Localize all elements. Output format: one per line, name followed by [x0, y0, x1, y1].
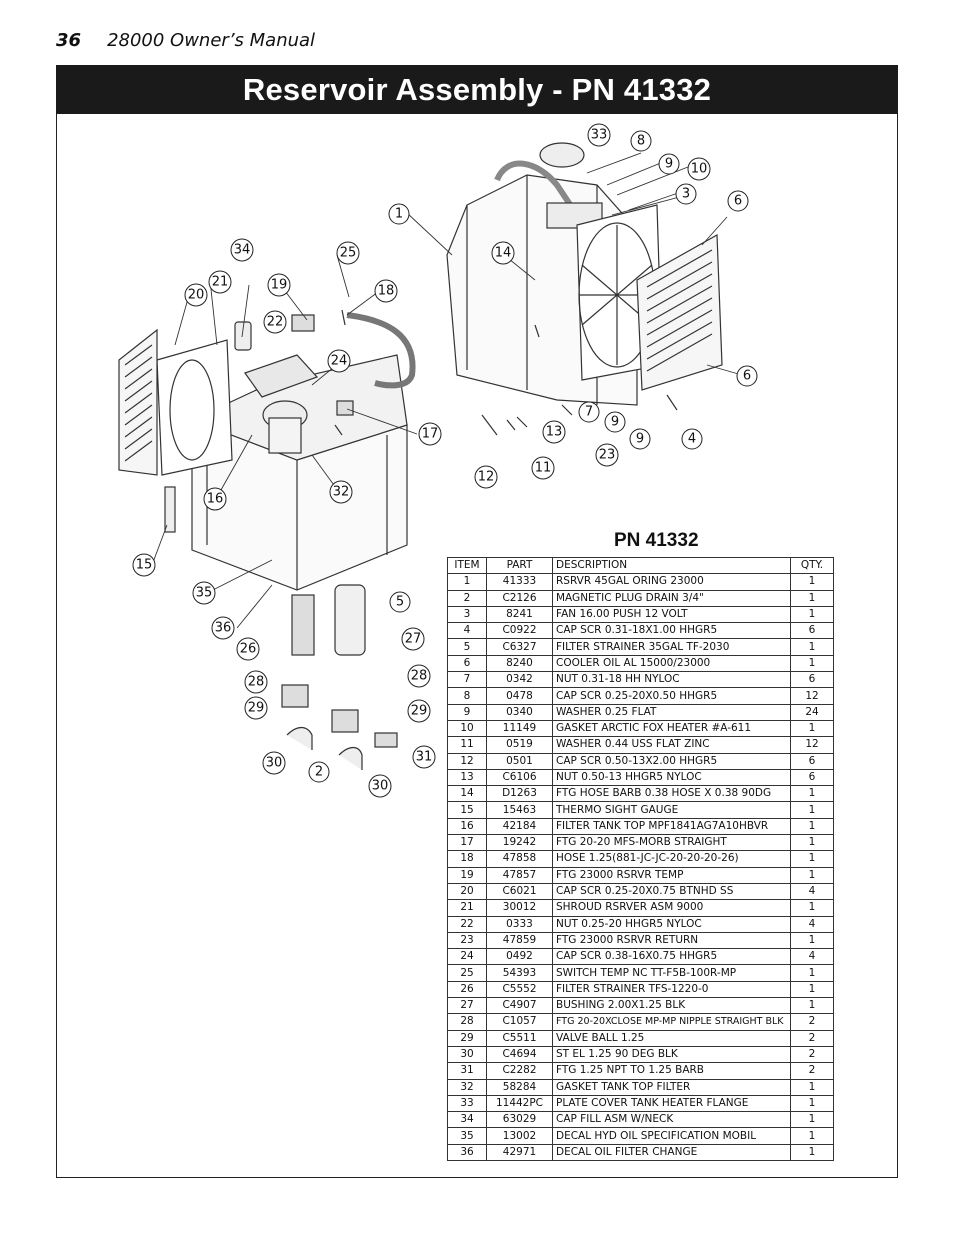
- callout-26: [237, 638, 259, 660]
- table-row: [448, 1112, 834, 1128]
- cell-item: 30: [448, 1046, 487, 1062]
- cell-item: 9: [448, 704, 487, 720]
- cell-qty: 1: [791, 818, 834, 834]
- callout-31: [413, 746, 435, 768]
- cell-part: 0333: [487, 916, 553, 932]
- callout-36: [212, 617, 234, 639]
- table-row: [448, 1046, 834, 1062]
- cell-qty: 1: [791, 606, 834, 622]
- svg-text:26: 26: [239, 641, 257, 657]
- svg-text:23: 23: [598, 447, 616, 463]
- column-header-part: PART: [487, 558, 553, 574]
- cell-description: FILTER STRAINER 35GAL TF-2030: [553, 639, 791, 655]
- table-row: [448, 1063, 834, 1079]
- cell-part: 13002: [487, 1128, 553, 1144]
- cell-qty: 6: [791, 753, 834, 769]
- cell-item: 4: [448, 623, 487, 639]
- cell-item: 16: [448, 818, 487, 834]
- callout-32: [330, 481, 352, 503]
- cell-qty: 2: [791, 1014, 834, 1030]
- cell-item: 34: [448, 1112, 487, 1128]
- cell-part: 0342: [487, 672, 553, 688]
- table-row: [448, 1030, 834, 1046]
- cell-description: CAP SCR 0.31-18X1.00 HHGR5: [553, 623, 791, 639]
- callout-24: [328, 350, 350, 372]
- cell-part: C1057: [487, 1014, 553, 1030]
- cell-qty: 2: [791, 1063, 834, 1079]
- cell-description: RSRVR 45GAL ORING 23000: [553, 574, 791, 590]
- table-header-row: [448, 558, 834, 574]
- callout-29a: [245, 697, 267, 719]
- cell-qty: 1: [791, 851, 834, 867]
- cell-item: 33: [448, 1095, 487, 1111]
- svg-text:30: 30: [371, 778, 389, 794]
- svg-text:19: 19: [270, 277, 288, 293]
- svg-text:9: 9: [635, 431, 645, 447]
- cell-part: C4907: [487, 998, 553, 1014]
- cell-part: 11149: [487, 720, 553, 736]
- cell-item: 31: [448, 1063, 487, 1079]
- callout-9c: [630, 429, 650, 449]
- page-header: [56, 30, 315, 56]
- cell-part: 15463: [487, 802, 553, 818]
- callout-18: [375, 280, 397, 302]
- table-row: [448, 949, 834, 965]
- cell-item: 12: [448, 753, 487, 769]
- heater: [540, 143, 584, 167]
- cell-description: CAP SCR 0.38-16X0.75 HHGR5: [553, 949, 791, 965]
- callout-21: [209, 271, 231, 293]
- table-row: [448, 704, 834, 720]
- table-row: [448, 1095, 834, 1111]
- callout-19: [268, 274, 290, 296]
- table-row: [448, 851, 834, 867]
- cell-description: ST EL 1.25 90 DEG BLK: [553, 1046, 791, 1062]
- svg-text:29: 29: [247, 700, 265, 716]
- cell-description: COOLER OIL AL 15000/23000: [553, 655, 791, 671]
- table-row: [448, 606, 834, 622]
- svg-text:35: 35: [195, 585, 213, 601]
- svg-text:30: 30: [265, 755, 283, 771]
- cell-qty: 1: [791, 867, 834, 883]
- callout-12: [475, 466, 497, 488]
- svg-text:34: 34: [233, 242, 251, 258]
- cell-qty: 24: [791, 704, 834, 720]
- callout-34: [231, 239, 253, 261]
- cell-qty: 1: [791, 1112, 834, 1128]
- cell-qty: 1: [791, 932, 834, 948]
- svg-text:4: 4: [687, 431, 697, 447]
- cell-part: 0519: [487, 737, 553, 753]
- cell-part: 58284: [487, 1079, 553, 1095]
- cell-qty: 4: [791, 883, 834, 899]
- svg-text:29: 29: [410, 703, 428, 719]
- cell-part: 42971: [487, 1144, 553, 1160]
- cell-item: 20: [448, 883, 487, 899]
- cell-qty: 4: [791, 916, 834, 932]
- cell-description: PLATE COVER TANK HEATER FLANGE: [553, 1095, 791, 1111]
- cell-part: 47858: [487, 851, 553, 867]
- page-number: 36: [56, 30, 82, 51]
- cell-qty: 1: [791, 590, 834, 606]
- cell-item: 18: [448, 851, 487, 867]
- strainer-26: [292, 595, 314, 655]
- svg-text:22: 22: [266, 314, 284, 330]
- callout-33: [588, 124, 610, 146]
- cell-item: 28: [448, 1014, 487, 1030]
- cell-part: C2126: [487, 590, 553, 606]
- callout-4: [682, 429, 702, 449]
- tank-top-filter-body: [269, 418, 301, 453]
- cell-description: CAP SCR 0.25-20X0.75 BTNHD SS: [553, 883, 791, 899]
- cell-item: 19: [448, 867, 487, 883]
- cell-qty: 1: [791, 900, 834, 916]
- cell-description: NUT 0.25-20 HHGR5 NYLOC: [553, 916, 791, 932]
- cell-description: GASKET TANK TOP FILTER: [553, 1079, 791, 1095]
- cell-qty: 12: [791, 688, 834, 704]
- cell-part: 19242: [487, 835, 553, 851]
- cell-item: 25: [448, 965, 487, 981]
- callout-2: [309, 762, 329, 782]
- callout-28a: [245, 671, 267, 693]
- cell-description: BUSHING 2.00X1.25 BLK: [553, 998, 791, 1014]
- table-row: [448, 835, 834, 851]
- cell-item: 22: [448, 916, 487, 932]
- table-row: [448, 720, 834, 736]
- cell-description: HOSE 1.25(881-JC-JC-20-20-20-26): [553, 851, 791, 867]
- cell-qty: 12: [791, 737, 834, 753]
- svg-text:6: 6: [733, 193, 743, 209]
- callout-5: [390, 592, 410, 612]
- cell-item: 35: [448, 1128, 487, 1144]
- cell-part: 0492: [487, 949, 553, 965]
- svg-text:14: 14: [494, 245, 512, 261]
- cell-description: NUT 0.31-18 HH NYLOC: [553, 672, 791, 688]
- parts-list-table: [447, 557, 834, 1161]
- svg-text:2: 2: [314, 764, 324, 780]
- svg-text:16: 16: [206, 491, 224, 507]
- svg-text:3: 3: [681, 186, 691, 202]
- table-row: [448, 998, 834, 1014]
- barb-31: [375, 733, 397, 747]
- cell-description: WASHER 0.25 FLAT: [553, 704, 791, 720]
- cell-description: FTG 20-20XCLOSE MP-MP NIPPLE STRAIGHT BLK: [553, 1014, 791, 1030]
- cell-part: C6106: [487, 769, 553, 785]
- cell-part: 0478: [487, 688, 553, 704]
- cell-qty: 1: [791, 981, 834, 997]
- cell-part: 0501: [487, 753, 553, 769]
- cell-qty: 1: [791, 1144, 834, 1160]
- svg-text:9: 9: [610, 414, 620, 430]
- cell-description: FTG 23000 RSRVR TEMP: [553, 867, 791, 883]
- svg-text:24: 24: [330, 353, 348, 369]
- cell-item: 7: [448, 672, 487, 688]
- cell-item: 5: [448, 639, 487, 655]
- cell-item: 15: [448, 802, 487, 818]
- svg-text:28: 28: [410, 668, 428, 684]
- left-cooler: [119, 330, 157, 475]
- cell-description: FAN 16.00 PUSH 12 VOLT: [553, 606, 791, 622]
- column-header-item: ITEM: [448, 558, 487, 574]
- callout-16: [204, 488, 226, 510]
- cell-qty: 1: [791, 786, 834, 802]
- cell-description: FTG HOSE BARB 0.38 HOSE X 0.38 90DG: [553, 786, 791, 802]
- callout-30a: [263, 752, 285, 774]
- cell-qty: 1: [791, 639, 834, 655]
- cell-item: 26: [448, 981, 487, 997]
- table-row: [448, 802, 834, 818]
- callout-10: [688, 158, 710, 180]
- cell-part: 30012: [487, 900, 553, 916]
- svg-text:21: 21: [211, 274, 229, 290]
- table-row: [448, 753, 834, 769]
- cell-part: 47859: [487, 932, 553, 948]
- table-row: [448, 1128, 834, 1144]
- callout-35: [193, 582, 215, 604]
- table-row: [448, 1014, 834, 1030]
- cell-part: C5511: [487, 1030, 553, 1046]
- table-row: [448, 900, 834, 916]
- svg-text:27: 27: [404, 631, 422, 647]
- cell-description: VALVE BALL 1.25: [553, 1030, 791, 1046]
- cell-qty: 1: [791, 574, 834, 590]
- svg-text:28: 28: [247, 674, 265, 690]
- cell-description: CAP FILL ASM W/NECK: [553, 1112, 791, 1128]
- table-row: [448, 932, 834, 948]
- cell-description: THERMO SIGHT GAUGE: [553, 802, 791, 818]
- table-row: [448, 688, 834, 704]
- svg-text:17: 17: [421, 426, 439, 442]
- svg-text:20: 20: [187, 287, 205, 303]
- cell-item: 21: [448, 900, 487, 916]
- cell-part: 0340: [487, 704, 553, 720]
- svg-text:25: 25: [339, 245, 357, 261]
- cell-qty: 1: [791, 1128, 834, 1144]
- cell-description: FTG 1.25 NPT TO 1.25 BARB: [553, 1063, 791, 1079]
- table-row: [448, 883, 834, 899]
- manual-title: 28000 Owner’s Manual: [107, 30, 316, 51]
- cell-part: 42184: [487, 818, 553, 834]
- cell-qty: 6: [791, 672, 834, 688]
- cell-item: 32: [448, 1079, 487, 1095]
- table-row: [448, 769, 834, 785]
- fitting-19: [292, 315, 314, 331]
- cell-item: 1: [448, 574, 487, 590]
- cell-part: C0922: [487, 623, 553, 639]
- strainer-5: [335, 585, 365, 655]
- cell-qty: 1: [791, 998, 834, 1014]
- cell-item: 14: [448, 786, 487, 802]
- callout-1: [389, 204, 409, 224]
- table-row: [448, 590, 834, 606]
- cell-qty: 2: [791, 1030, 834, 1046]
- cell-qty: 1: [791, 720, 834, 736]
- cell-description: CAP SCR 0.50-13X2.00 HHGR5: [553, 753, 791, 769]
- cell-description: NUT 0.50-13 HHGR5 NYLOC: [553, 769, 791, 785]
- cell-qty: 6: [791, 769, 834, 785]
- cell-description: FTG 23000 RSRVR RETURN: [553, 932, 791, 948]
- cell-description: CAP SCR 0.25-20X0.50 HHGR5: [553, 688, 791, 704]
- svg-text:13: 13: [545, 424, 563, 440]
- cell-qty: 6: [791, 623, 834, 639]
- fitting-17: [337, 401, 353, 415]
- svg-text:18: 18: [377, 283, 395, 299]
- table-row: [448, 672, 834, 688]
- table-row: [448, 1079, 834, 1095]
- page-title: Reservoir Assembly - PN 41332: [242, 71, 712, 107]
- svg-text:15: 15: [135, 557, 153, 573]
- cell-part: 11442PC: [487, 1095, 553, 1111]
- cell-item: 24: [448, 949, 487, 965]
- cell-part: 47857: [487, 867, 553, 883]
- callout-23: [596, 444, 618, 466]
- table-row: [448, 786, 834, 802]
- cell-part: C6327: [487, 639, 553, 655]
- cell-qty: 1: [791, 1095, 834, 1111]
- callout-3: [676, 184, 696, 204]
- callout-29b: [408, 700, 430, 722]
- callout-6a: [728, 191, 748, 211]
- cell-item: 3: [448, 606, 487, 622]
- cell-part: 54393: [487, 965, 553, 981]
- cell-description: DECAL OIL FILTER CHANGE: [553, 1144, 791, 1160]
- table-row: [448, 655, 834, 671]
- cell-description: FILTER STRAINER TFS-1220-0: [553, 981, 791, 997]
- svg-text:11: 11: [534, 460, 552, 476]
- cell-description: SHROUD RSRVER ASM 9000: [553, 900, 791, 916]
- cell-qty: 1: [791, 655, 834, 671]
- callout-27: [402, 628, 424, 650]
- table-row: [448, 737, 834, 753]
- callout-11: [532, 457, 554, 479]
- table-row: [448, 623, 834, 639]
- cell-description: WASHER 0.44 USS FLAT ZINC: [553, 737, 791, 753]
- svg-text:1: 1: [394, 206, 404, 222]
- cell-part: D1263: [487, 786, 553, 802]
- callout-15: [133, 554, 155, 576]
- svg-text:31: 31: [415, 749, 433, 765]
- svg-text:8: 8: [636, 133, 646, 149]
- column-header-description: DESCRIPTION: [553, 558, 791, 574]
- column-header-qty: QTY.: [791, 558, 834, 574]
- table-row: [448, 965, 834, 981]
- callout-9b: [605, 412, 625, 432]
- title-bar: [56, 65, 898, 114]
- cell-item: 23: [448, 932, 487, 948]
- cell-qty: 2: [791, 1046, 834, 1062]
- svg-text:33: 33: [590, 127, 608, 143]
- callout-28b: [408, 665, 430, 687]
- cell-description: GASKET ARCTIC FOX HEATER #A-611: [553, 720, 791, 736]
- cell-part: C6021: [487, 883, 553, 899]
- cell-part: C4694: [487, 1046, 553, 1062]
- cell-item: 27: [448, 998, 487, 1014]
- svg-text:5: 5: [395, 594, 405, 610]
- cell-qty: 1: [791, 802, 834, 818]
- table-row: [448, 574, 834, 590]
- cell-qty: 1: [791, 965, 834, 981]
- cell-part: 41333: [487, 574, 553, 590]
- table-row: [448, 867, 834, 883]
- callout-30b: [369, 775, 391, 797]
- svg-text:10: 10: [690, 161, 708, 177]
- cell-part: 8240: [487, 655, 553, 671]
- svg-text:32: 32: [332, 484, 350, 500]
- callout-14: [492, 242, 514, 264]
- valve-29b: [332, 710, 358, 732]
- cell-item: 13: [448, 769, 487, 785]
- parts-list-heading: PN 41332: [614, 530, 699, 551]
- callout-8: [631, 131, 651, 151]
- callout-22: [264, 311, 286, 333]
- cell-description: FILTER TANK TOP MPF1841AG7A10HBVR: [553, 818, 791, 834]
- cell-item: 10: [448, 720, 487, 736]
- cell-item: 2: [448, 590, 487, 606]
- callout-17: [419, 423, 441, 445]
- cell-qty: 4: [791, 949, 834, 965]
- valve-29a: [282, 685, 308, 707]
- svg-text:7: 7: [584, 404, 594, 420]
- cell-description: MAGNETIC PLUG DRAIN 3/4": [553, 590, 791, 606]
- svg-text:6: 6: [742, 368, 752, 384]
- cell-item: 29: [448, 1030, 487, 1046]
- callout-7: [579, 402, 599, 422]
- parts-list-body: [448, 574, 834, 1161]
- table-row: [448, 981, 834, 997]
- table-row: [448, 1144, 834, 1160]
- cell-qty: 1: [791, 1079, 834, 1095]
- svg-text:12: 12: [477, 469, 495, 485]
- cell-part: C5552: [487, 981, 553, 997]
- cell-item: 6: [448, 655, 487, 671]
- cell-description: DECAL HYD OIL SPECIFICATION MOBIL: [553, 1128, 791, 1144]
- callout-13: [543, 421, 565, 443]
- cell-description: SWITCH TEMP NC TT-F5B-100R-MP: [553, 965, 791, 981]
- callout-25: [337, 242, 359, 264]
- svg-text:9: 9: [664, 156, 674, 172]
- cell-part: 8241: [487, 606, 553, 622]
- callout-6b: [737, 366, 757, 386]
- cell-item: 8: [448, 688, 487, 704]
- svg-text:36: 36: [214, 620, 232, 636]
- callout-20: [185, 284, 207, 306]
- table-row: [448, 916, 834, 932]
- cell-item: 17: [448, 835, 487, 851]
- cell-qty: 1: [791, 835, 834, 851]
- cell-part: C2282: [487, 1063, 553, 1079]
- cell-item: 11: [448, 737, 487, 753]
- cell-item: 36: [448, 1144, 487, 1160]
- callout-9a: [659, 154, 679, 174]
- table-row: [448, 818, 834, 834]
- table-row: [448, 639, 834, 655]
- cell-description: FTG 20-20 MFS-MORB STRAIGHT: [553, 835, 791, 851]
- cell-part: 63029: [487, 1112, 553, 1128]
